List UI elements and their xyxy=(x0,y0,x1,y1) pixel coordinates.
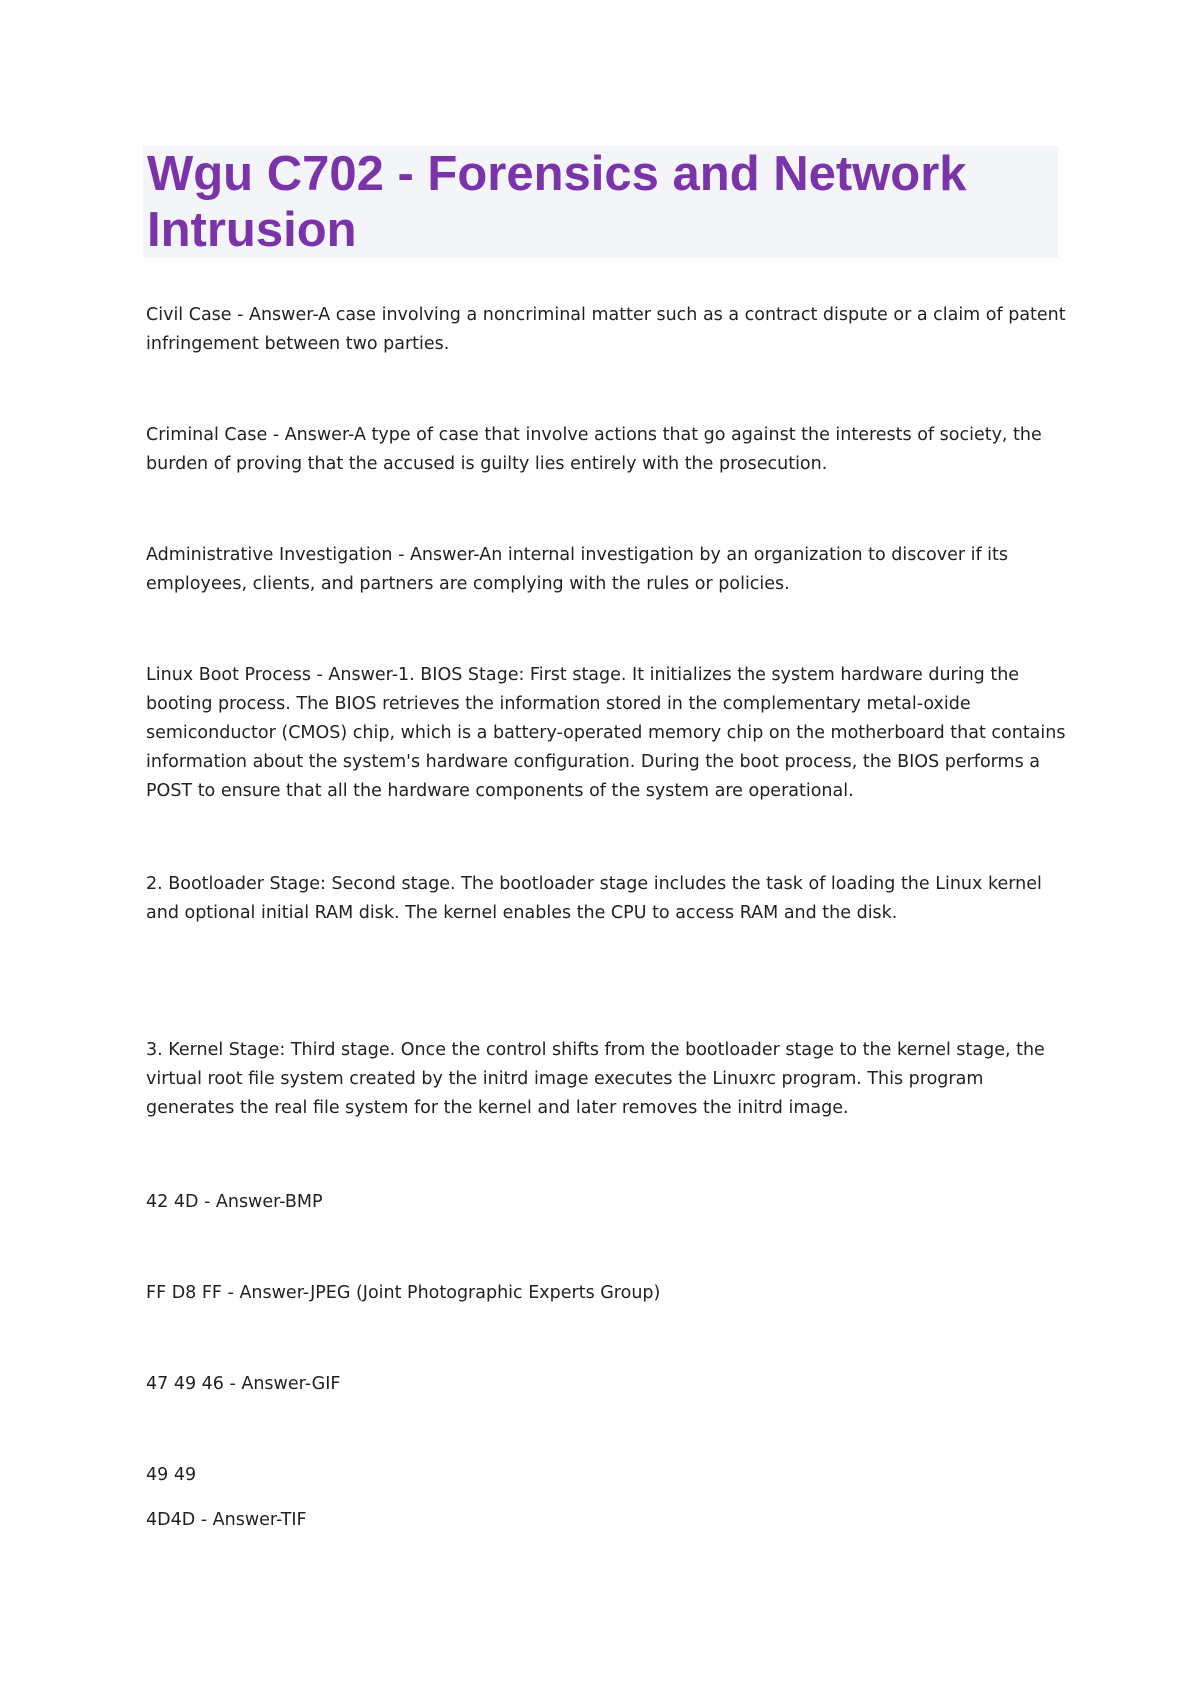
entry-tif-signature-line2 xyxy=(146,1506,1066,1535)
entry-administrative-investigation xyxy=(146,541,1066,599)
entry-text: Linux Boot Process - Answer-1. BIOS Stage: First stage. It initializes the system hardware during the booting process. The BIOS retrieves the information stored in the complementary metal-oxide semiconductor (CMOS) chip, which is a battery-operated memory chip on the motherboard that contains information about the system's hardware configuration. During the boot process, the BIOS performs a POST to ensure that all the hardware components of the system are operational. xyxy=(146,665,1066,801)
title-block xyxy=(143,146,1058,258)
entry-text: FF D8 FF - Answer-JPEG (Joint Photographic Experts Group) xyxy=(146,1283,661,1303)
entry-text: Civil Case - Answer-A case involving a noncriminal matter such as a contract dispute or a claim of patent infringement between two parties. xyxy=(146,305,1066,354)
entry-bootloader-stage xyxy=(146,870,1066,928)
entry-text: 4D4D - Answer-TIF xyxy=(146,1510,307,1530)
entry-text: Criminal Case - Answer-A type of case that involve actions that go against the interests of society, the burden of proving that the accused is guilty lies entirely with the prosecution. xyxy=(146,425,1042,474)
entry-kernel-stage xyxy=(146,1036,1066,1123)
entry-text: Administrative Investigation - Answer-An internal investigation by an organization to discover if its employees, clients, and partners are complying with the rules or policies. xyxy=(146,545,1009,594)
entry-civil-case xyxy=(146,301,1066,359)
entry-text: 42 4D - Answer-BMP xyxy=(146,1192,323,1212)
document-title: Wgu C702 - Forensics and Network Intrusion xyxy=(147,147,967,257)
entry-text: 3. Kernel Stage: Third stage. Once the control shifts from the bootloader stage to the kernel stage, the virtual root file system created by the initrd image executes the Linuxrc program. This program generates the real file system for the kernel and later removes the initrd image. xyxy=(146,1040,1045,1118)
entry-text: 47 49 46 - Answer-GIF xyxy=(146,1374,341,1394)
entry-text: 2. Bootloader Stage: Second stage. The bootloader stage includes the task of loading the Linux kernel and optional initial RAM disk. The kernel enables the CPU to access RAM and the disk. xyxy=(146,874,1042,923)
entry-linux-boot-process xyxy=(146,661,1066,806)
entry-gif-signature xyxy=(146,1370,1066,1399)
entry-tif-signature-line1 xyxy=(146,1461,1066,1490)
entry-text: 49 49 xyxy=(146,1465,197,1485)
entry-criminal-case xyxy=(146,421,1066,479)
entry-bmp-signature xyxy=(146,1188,1066,1217)
entry-jpeg-signature xyxy=(146,1279,1066,1308)
